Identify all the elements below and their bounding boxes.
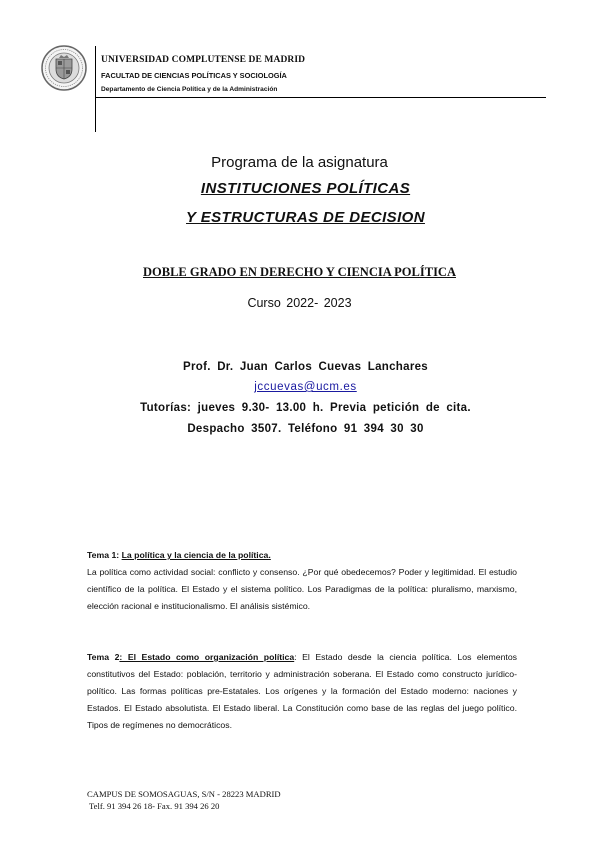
topic-1-title: La política y la ciencia de la política.: [121, 550, 271, 560]
professor-email-link[interactable]: jccuevas@ucm.es: [254, 381, 357, 393]
program-heading: Programa de la asignatura: [211, 154, 388, 171]
subject-title-line2: Y ESTRUCTURAS DE DECISION: [186, 209, 425, 226]
university-name: UNIVERSIDAD COMPLUTENSE DE MADRID: [101, 55, 306, 65]
topic-2-section: [87, 649, 517, 734]
topic-1-label: Tema 1:: [87, 550, 122, 560]
degree-title: DOBLE GRADO EN DERECHO Y CIENCIA POLÍTICA: [142, 265, 456, 279]
subject-title-line1: INSTITUCIONES POLÍTICAS: [200, 180, 411, 197]
footer-address: CAMPUS DE SOMOSAGUAS, S/N - 28223 MADRID: [87, 789, 281, 799]
topic-2-body: : El Estado desde la ciencia política. Los elementos constitutivos del Estado: población, territorio y administración soberana. El Estado como constructo jurídico- político. Las formas políticas pre-Estatales. Los orígenes y la formación del Estado moderno: naciones y Estados. El Estado absolutista. El Estado liberal. La Constitución como base de las reglas del juego político. Tipos de regímenes no democráticos.: [87, 652, 518, 730]
topic-1-section: [87, 547, 517, 615]
department-name: Departamento de Ciencia Política y de la Administración: [101, 86, 278, 93]
office-phone: Despacho 3507. Teléfono 91 394 30 30: [187, 423, 424, 435]
faculty-name: FACULTAD DE CIENCIAS POLÍTICAS Y SOCIOLOGÍA: [101, 71, 287, 80]
header-horizontal-rule: [96, 97, 546, 98]
header-vertical-rule: [95, 46, 96, 132]
university-seal-logo: [40, 44, 88, 92]
tutoring-hours: Tutorías: jueves 9.30- 13.00 h. Previa petición de cita.: [140, 402, 471, 414]
footer-phone: Telf. 91 394 26 18- Fax. 91 394 26 20: [89, 801, 220, 811]
topic-1-body: La política como actividad social: conflicto y consenso. ¿Por qué obedecemos? Poder y legitimidad. El estudio científico de la política. El Estado y el sistema político. Los Paradigmas de la política: pluralismo, marxismo, elección racional e institucionalismo. El análisis sistémico.: [87, 567, 517, 611]
course-year: Curso 2022- 2023: [247, 296, 352, 310]
topic-2-title: : El Estado como organización política: [119, 652, 295, 662]
topic-2-label: Tema 2: [87, 652, 120, 662]
professor-name: Prof. Dr. Juan Carlos Cuevas Lanchares: [183, 361, 428, 373]
